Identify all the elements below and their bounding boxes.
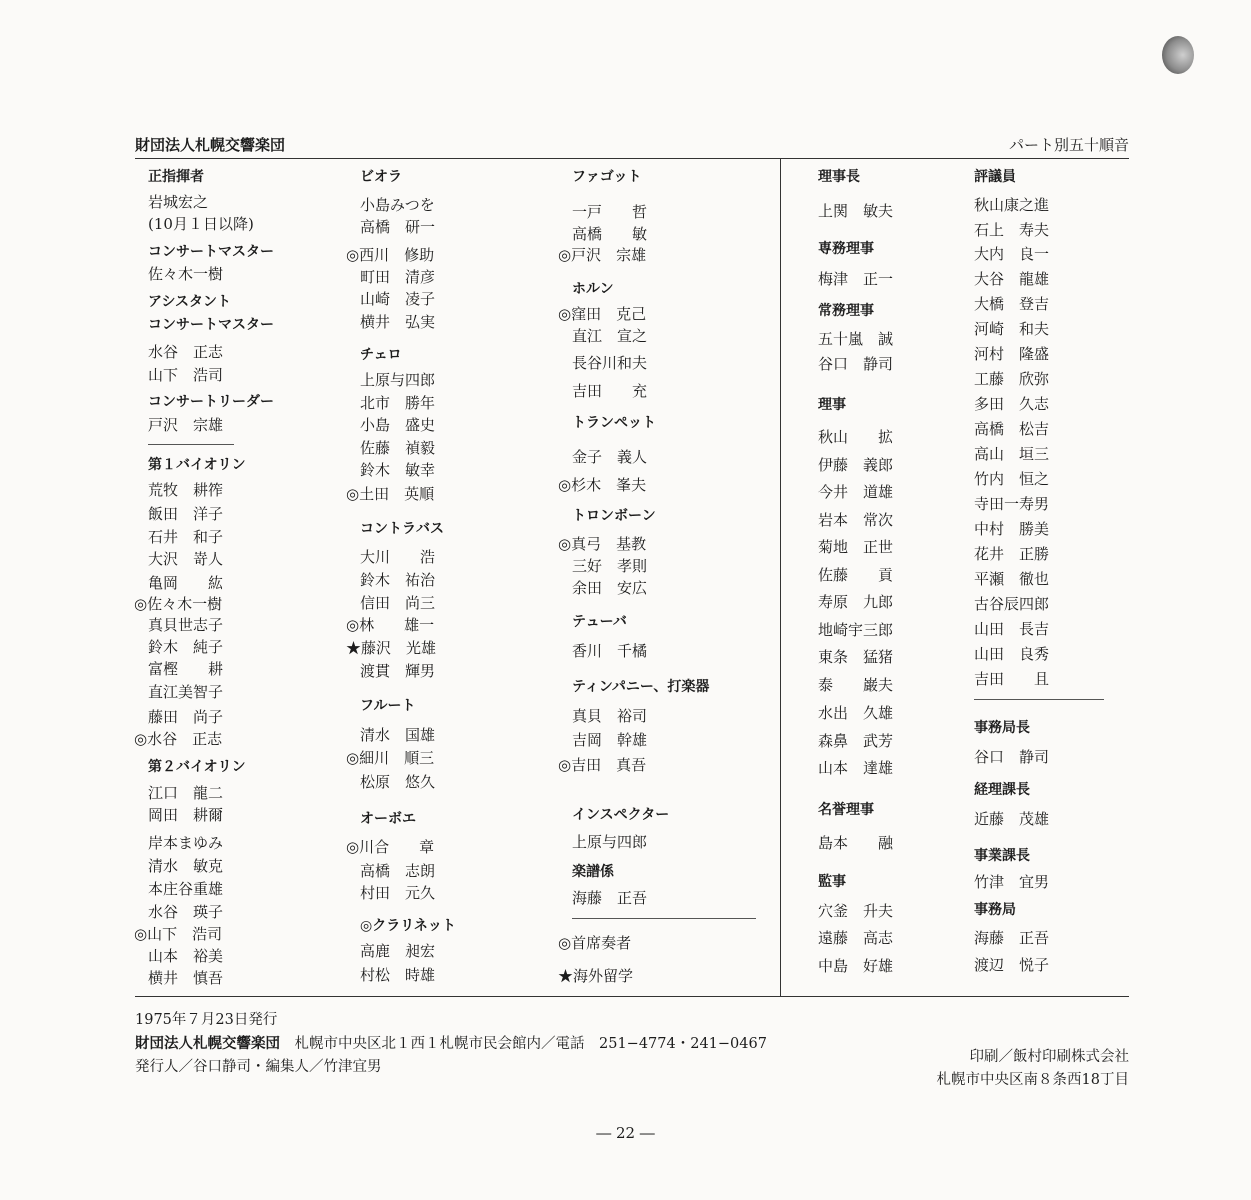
marked-member-name: ◎戸沢 宗雄 xyxy=(558,246,647,264)
member-name: 水谷 瑛子 xyxy=(148,903,224,921)
member-name: 大川 浩 xyxy=(360,548,436,566)
section-heading: トロンボーン xyxy=(572,508,656,524)
member-name: 大内 良一 xyxy=(974,245,1050,263)
member-name: 亀岡 紘 xyxy=(148,574,224,592)
member-name: 大橋 登吉 xyxy=(974,295,1050,313)
member-name: 寿原 九郎 xyxy=(818,593,894,611)
section-heading: 監事 xyxy=(818,874,846,890)
section-heading: 第２バイオリン xyxy=(148,759,246,775)
member-name: 長谷川和夫 xyxy=(572,354,648,372)
section-separator xyxy=(148,444,234,445)
member-name: 山崎 凌子 xyxy=(360,290,436,308)
section-heading: 事務局長 xyxy=(974,720,1030,736)
member-name: 高橋 研一 xyxy=(360,218,436,236)
member-name: 吉田 充 xyxy=(572,382,648,400)
section-heading: ◎クラリネット xyxy=(360,918,456,934)
section-heading: 評議員 xyxy=(974,169,1016,185)
member-name: 鈴木 祐治 xyxy=(360,571,436,589)
member-name: 梅津 正一 xyxy=(818,270,894,288)
member-name: 石井 和子 xyxy=(148,528,224,546)
member-name: 高鹿 昶宏 xyxy=(360,942,436,960)
member-name: 佐々木一樹 xyxy=(148,265,224,283)
member-name: 鈴木 敏幸 xyxy=(360,461,436,479)
marked-member-name: ◎杉木 峯夫 xyxy=(558,476,647,494)
publisher-org: 財団法人札幌交響楽団 xyxy=(135,1036,280,1052)
marked-member-name: ◎佐々木一樹 xyxy=(134,595,223,613)
marked-member-name: ◎土田 英順 xyxy=(346,485,435,503)
section-heading: ホルン xyxy=(572,281,614,297)
member-name: 河村 隆盛 xyxy=(974,345,1050,363)
section-heading: オーボエ xyxy=(360,811,416,827)
section-heading: フルート xyxy=(360,698,416,714)
member-name: 一戸 哲 xyxy=(572,203,648,221)
member-name: 佐藤 禎毅 xyxy=(360,439,436,457)
member-name: 谷口 静司 xyxy=(974,748,1050,766)
top-rule xyxy=(135,158,1129,159)
member-name: 森鼻 武芳 xyxy=(818,732,894,750)
member-name: 町田 清彦 xyxy=(360,268,436,286)
section-heading: ティンパニー、打楽器 xyxy=(572,679,710,695)
editors-line: 発行人／谷口静司・編集人／竹津宜男 xyxy=(135,1059,382,1075)
member-name: 近藤 茂雄 xyxy=(974,810,1050,828)
member-name: 秋山 拡 xyxy=(818,428,894,446)
member-name: 山下 浩司 xyxy=(148,366,224,384)
section-heading: 理事長 xyxy=(818,169,860,185)
bottom-rule xyxy=(135,996,1129,997)
member-name: 上原与四郎 xyxy=(360,371,436,389)
section-heading: 理事 xyxy=(818,397,846,413)
member-name: 信田 尚三 xyxy=(360,594,436,612)
marked-member-name: ◎首席奏者 xyxy=(558,934,632,952)
member-name: 島本 融 xyxy=(818,834,894,852)
member-name: 飯田 洋子 xyxy=(148,505,224,523)
member-name: 高山 垣三 xyxy=(974,445,1050,463)
member-name: 藤田 尚子 xyxy=(148,708,224,726)
section-heading: アシスタント xyxy=(148,294,232,310)
member-name: 佐藤 貢 xyxy=(818,566,894,584)
member-name: 石上 寿夫 xyxy=(974,221,1050,239)
member-name: 清水 国雄 xyxy=(360,726,436,744)
member-name: 三好 孝則 xyxy=(572,557,648,575)
member-name: 富樫 耕 xyxy=(148,660,224,678)
member-name: 遠藤 高志 xyxy=(818,929,894,947)
section-heading: ファゴット xyxy=(572,169,642,185)
section-heading: 事業課長 xyxy=(974,848,1030,864)
member-name: 横井 弘実 xyxy=(360,313,436,331)
member-name: 村松 時雄 xyxy=(360,966,436,984)
member-name: 寺田一寿男 xyxy=(974,495,1050,513)
member-name: 平瀬 徹也 xyxy=(974,570,1050,588)
marked-member-name: ◎窪田 克己 xyxy=(558,305,647,323)
member-name: 谷口 静司 xyxy=(818,355,894,373)
section-heading: 常務理事 xyxy=(818,303,874,319)
section-heading: 楽譜係 xyxy=(572,864,614,880)
member-name: 北市 勝年 xyxy=(360,394,436,412)
section-heading: 事務局 xyxy=(974,902,1016,918)
section-heading: コンサートリーダー xyxy=(148,394,274,410)
member-name: 荒牧 耕筰 xyxy=(148,481,224,499)
member-name: 竹津 宜男 xyxy=(974,873,1050,891)
member-name: 伊藤 義郎 xyxy=(818,456,894,474)
member-name: 穴釜 升夫 xyxy=(818,902,894,920)
marked-member-name: ◎細川 順三 xyxy=(346,749,435,767)
member-name: 余田 安広 xyxy=(572,579,648,597)
section-heading: 正指揮者 xyxy=(148,169,204,185)
member-name: 中島 好雄 xyxy=(818,957,894,975)
member-name: 古谷辰四郎 xyxy=(974,595,1050,613)
member-name: 香川 千橘 xyxy=(572,642,648,660)
member-name: 山田 良秀 xyxy=(974,645,1050,663)
member-name: 真貝世志子 xyxy=(148,616,224,634)
member-name: 海藤 正吾 xyxy=(572,889,648,907)
section-separator xyxy=(572,918,756,919)
member-name: 戸沢 宗雄 xyxy=(148,416,224,434)
member-name: 東条 猛猪 xyxy=(818,648,894,666)
marked-member-name: ◎吉田 真吾 xyxy=(558,756,647,774)
marked-member-name: ◎真弓 基教 xyxy=(558,535,647,553)
binder-hole xyxy=(1162,36,1194,74)
member-name: 山本 達雄 xyxy=(818,759,894,777)
section-heading: コンサートマスター xyxy=(148,317,274,333)
section-heading: トランペット xyxy=(572,415,656,431)
member-name: 江口 龍二 xyxy=(148,784,224,802)
member-name: 吉田 且 xyxy=(974,670,1050,688)
member-name: 岸本まゆみ xyxy=(148,834,224,852)
section-heading: 名誉理事 xyxy=(818,802,874,818)
issue-date: 1975年７月23日発行 xyxy=(135,1012,278,1028)
publisher-line xyxy=(135,1032,767,1053)
sort-order-note: パート別五十順音 xyxy=(1008,136,1129,154)
section-heading: コンサートマスター xyxy=(148,244,274,260)
member-name: 工藤 欣弥 xyxy=(974,370,1050,388)
member-name: 直江 宣之 xyxy=(572,327,648,345)
member-name: 直江美智子 xyxy=(148,683,224,701)
member-name: 高橋 敏 xyxy=(572,225,648,243)
member-name: 泰 巌夫 xyxy=(818,676,894,694)
publisher-address: 札幌市中央区北１西１札幌市民会館内／電話 251−4774・241−0467 xyxy=(294,1036,767,1052)
section-heading: ビオラ xyxy=(360,169,402,185)
member-name: 高橋 松吉 xyxy=(974,420,1050,438)
member-name: 上関 敏夫 xyxy=(818,202,894,220)
marked-member-name: ★藤沢 光雄 xyxy=(346,639,437,657)
member-name: 河崎 和夫 xyxy=(974,320,1050,338)
member-name: 菊地 正世 xyxy=(818,538,894,556)
member-name: 山本 裕美 xyxy=(148,947,224,965)
member-name: 吉岡 幹雄 xyxy=(572,731,648,749)
section-heading: インスペクター xyxy=(572,807,670,823)
column-divider xyxy=(780,158,781,996)
org-header: 財団法人札幌交響楽団 xyxy=(135,136,286,154)
member-name: 本庄谷重雄 xyxy=(148,880,224,898)
member-name: 高橋 志朗 xyxy=(360,862,436,880)
member-name: 鈴木 純子 xyxy=(148,638,224,656)
member-name: 金子 義人 xyxy=(572,448,648,466)
member-name: 渡貫 輝男 xyxy=(360,662,436,680)
member-name: 竹内 恒之 xyxy=(974,470,1050,488)
printer-address: 札幌市中央区南８条西18丁目 xyxy=(936,1072,1129,1088)
marked-member-name: ◎川合 章 xyxy=(346,838,435,856)
section-heading: コントラバス xyxy=(360,521,444,537)
member-name: 水谷 正志 xyxy=(148,343,224,361)
marked-member-name: ◎水谷 正志 xyxy=(134,730,223,748)
member-name: 真貝 裕司 xyxy=(572,707,648,725)
marked-member-name: ◎林 雄一 xyxy=(346,616,435,634)
member-name: 横井 慎吾 xyxy=(148,969,224,987)
section-heading: 経理課長 xyxy=(974,782,1030,798)
member-name: 山田 長吉 xyxy=(974,620,1050,638)
member-name: 上原与四郎 xyxy=(572,833,648,851)
section-heading: テューバ xyxy=(572,614,627,630)
member-name: 多田 久志 xyxy=(974,395,1050,413)
member-name: 松原 悠久 xyxy=(360,773,436,791)
member-name: 小島 盛史 xyxy=(360,416,436,434)
section-heading: チェロ xyxy=(360,347,402,363)
member-name: 小島みつを xyxy=(360,196,435,214)
section-heading: 第１バイオリン xyxy=(148,457,246,473)
member-name: 海藤 正吾 xyxy=(974,929,1050,947)
page-number: ― 22 ― xyxy=(596,1124,655,1142)
member-name: 中村 勝美 xyxy=(974,520,1050,538)
member-name: 清水 敏克 xyxy=(148,857,224,875)
member-name: 今井 道雄 xyxy=(818,483,894,501)
marked-member-name: ★海外留学 xyxy=(558,967,634,985)
member-name: 岩城宏之 xyxy=(148,193,209,211)
section-separator xyxy=(974,699,1104,700)
member-name: 岩本 常次 xyxy=(818,511,894,529)
member-name: 秋山康之進 xyxy=(974,196,1050,214)
member-name: (10月１日以降) xyxy=(148,215,254,233)
member-name: 地崎宇三郎 xyxy=(818,621,894,639)
member-name: 大谷 龍雄 xyxy=(974,270,1050,288)
member-name: 渡辺 悦子 xyxy=(974,956,1050,974)
section-heading: 専務理事 xyxy=(818,241,874,257)
member-name: 村田 元久 xyxy=(360,884,436,902)
printer-name: 印刷／飯村印刷株式会社 xyxy=(969,1049,1129,1065)
member-name: 岡田 耕爾 xyxy=(148,806,224,824)
member-name: 花井 正勝 xyxy=(974,545,1050,563)
marked-member-name: ◎西川 修助 xyxy=(346,246,435,264)
member-name: 水出 久雄 xyxy=(818,704,894,722)
marked-member-name: ◎山下 浩司 xyxy=(134,925,223,943)
member-name: 五十嵐 誠 xyxy=(818,330,894,348)
member-name: 大沢 嵜人 xyxy=(148,550,224,568)
